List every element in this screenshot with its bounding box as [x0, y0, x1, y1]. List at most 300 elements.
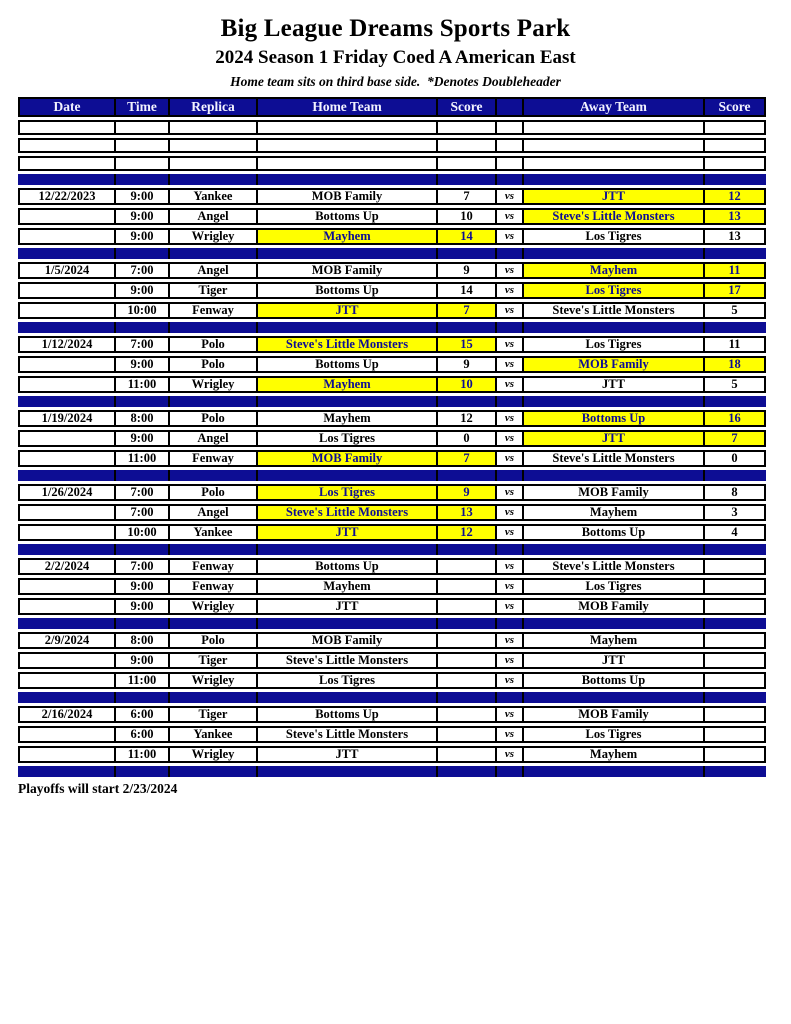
cell-away-score [703, 652, 766, 669]
cell-away-team [522, 470, 705, 481]
cell-vs [495, 692, 524, 703]
cell-home-score: 9 [436, 356, 497, 373]
cell-away-team: Los Tigres [522, 336, 705, 353]
cell-time: 7:00 [114, 484, 170, 501]
cell-date [18, 228, 116, 245]
game-row [18, 524, 791, 541]
cell-away-score [703, 120, 766, 135]
cell-time [114, 396, 170, 407]
cell-away-team [522, 174, 705, 185]
cell-away-team: Steve's Little Monsters [522, 558, 705, 575]
cell-away-score [703, 672, 766, 689]
cell-away-score [703, 544, 766, 555]
cell-away-team: Steve's Little Monsters [522, 208, 705, 225]
cell-date: 2/16/2024 [18, 706, 116, 723]
cell-away-score: 16 [703, 410, 766, 427]
cell-away-team [522, 396, 705, 407]
cell-away-score [703, 746, 766, 763]
sep-row [18, 618, 791, 629]
cell-home-team: Mayhem [256, 228, 438, 245]
header-cell-time: Time [114, 97, 170, 117]
empty-row [18, 138, 791, 153]
cell-away-team [522, 618, 705, 629]
cell-away-score [703, 692, 766, 703]
cell-home-team: Bottoms Up [256, 356, 438, 373]
cell-home-score [436, 322, 497, 333]
cell-replica [168, 396, 258, 407]
cell-away-team: Steve's Little Monsters [522, 450, 705, 467]
cell-date [18, 156, 116, 171]
cell-home-team: Mayhem [256, 410, 438, 427]
cell-away-score: 0 [703, 450, 766, 467]
cell-time: 7:00 [114, 558, 170, 575]
cell-home-team: JTT [256, 302, 438, 319]
cell-vs: vs [495, 598, 524, 615]
cell-date [18, 766, 116, 777]
cell-away-score: 8 [703, 484, 766, 501]
cell-replica [168, 470, 258, 481]
cell-away-team: Mayhem [522, 746, 705, 763]
cell-replica: Polo [168, 336, 258, 353]
cell-vs: vs [495, 672, 524, 689]
game-row [18, 484, 791, 501]
cell-away-team [522, 544, 705, 555]
cell-date [18, 138, 116, 153]
cell-date [18, 322, 116, 333]
cell-home-team: Mayhem [256, 578, 438, 595]
cell-time [114, 544, 170, 555]
cell-vs [495, 470, 524, 481]
game-row [18, 336, 791, 353]
cell-vs: vs [495, 484, 524, 501]
cell-away-team: MOB Family [522, 706, 705, 723]
cell-time: 9:00 [114, 578, 170, 595]
cell-date [18, 618, 116, 629]
cell-vs: vs [495, 302, 524, 319]
cell-away-score [703, 618, 766, 629]
cell-replica: Wrigley [168, 672, 258, 689]
cell-away-team: Mayhem [522, 504, 705, 521]
cell-away-score: 13 [703, 228, 766, 245]
cell-away-score [703, 558, 766, 575]
sep-row [18, 248, 791, 259]
cell-time [114, 138, 170, 153]
cell-home-score [436, 470, 497, 481]
cell-home-team [256, 692, 438, 703]
cell-home-team: JTT [256, 746, 438, 763]
sep-row [18, 766, 791, 777]
header-cell-away-team: Away Team [522, 97, 705, 117]
cell-home-team: Bottoms Up [256, 558, 438, 575]
cell-replica: Yankee [168, 188, 258, 205]
cell-vs: vs [495, 262, 524, 279]
cell-replica [168, 156, 258, 171]
cell-date [18, 376, 116, 393]
cell-replica: Tiger [168, 282, 258, 299]
cell-date [18, 248, 116, 259]
cell-home-score: 15 [436, 336, 497, 353]
cell-time: 11:00 [114, 450, 170, 467]
cell-replica: Fenway [168, 450, 258, 467]
header-cell-away-score: Score [703, 97, 766, 117]
cell-time: 9:00 [114, 356, 170, 373]
cell-date [18, 652, 116, 669]
cell-time: 11:00 [114, 672, 170, 689]
cell-replica: Angel [168, 504, 258, 521]
sep-row [18, 396, 791, 407]
cell-away-score: 5 [703, 302, 766, 319]
cell-home-score [436, 544, 497, 555]
cell-away-score: 11 [703, 262, 766, 279]
cell-time: 9:00 [114, 598, 170, 615]
cell-date: 1/19/2024 [18, 410, 116, 427]
header-cell-date: Date [18, 97, 116, 117]
game-row [18, 262, 791, 279]
empty-row [18, 120, 791, 135]
cell-home-score [436, 766, 497, 777]
cell-away-team: JTT [522, 652, 705, 669]
cell-time [114, 692, 170, 703]
cell-home-team [256, 618, 438, 629]
cell-replica: Angel [168, 430, 258, 447]
game-row [18, 282, 791, 299]
game-row [18, 598, 791, 615]
cell-vs: vs [495, 726, 524, 743]
cell-time: 10:00 [114, 302, 170, 319]
cell-away-team: Bottoms Up [522, 524, 705, 541]
game-row [18, 746, 791, 763]
cell-away-score [703, 248, 766, 259]
cell-away-score: 12 [703, 188, 766, 205]
cell-home-score [436, 578, 497, 595]
cell-date [18, 356, 116, 373]
cell-home-team [256, 138, 438, 153]
cell-date [18, 282, 116, 299]
cell-away-team: Steve's Little Monsters [522, 302, 705, 319]
cell-replica: Tiger [168, 706, 258, 723]
cell-time: 7:00 [114, 336, 170, 353]
cell-replica: Fenway [168, 578, 258, 595]
cell-vs: vs [495, 410, 524, 427]
cell-away-team: MOB Family [522, 356, 705, 373]
cell-replica [168, 138, 258, 153]
cell-home-score [436, 598, 497, 615]
cell-home-score [436, 672, 497, 689]
cell-home-score [436, 746, 497, 763]
cell-vs: vs [495, 578, 524, 595]
cell-home-score [436, 248, 497, 259]
cell-away-team: Los Tigres [522, 578, 705, 595]
cell-home-team [256, 174, 438, 185]
cell-home-score: 10 [436, 376, 497, 393]
cell-home-team [256, 766, 438, 777]
cell-away-score [703, 598, 766, 615]
cell-date [18, 524, 116, 541]
cell-time: 11:00 [114, 376, 170, 393]
cell-home-team: Los Tigres [256, 430, 438, 447]
cell-home-score [436, 558, 497, 575]
cell-away-team [522, 120, 705, 135]
cell-replica: Angel [168, 208, 258, 225]
cell-replica: Polo [168, 484, 258, 501]
page-header [0, 0, 791, 90]
game-row [18, 726, 791, 743]
cell-home-team: Steve's Little Monsters [256, 504, 438, 521]
cell-time: 6:00 [114, 726, 170, 743]
cell-date [18, 208, 116, 225]
cell-vs: vs [495, 632, 524, 649]
header-cell-vs [495, 97, 524, 117]
cell-home-score: 0 [436, 430, 497, 447]
cell-date: 2/9/2024 [18, 632, 116, 649]
sep-row [18, 544, 791, 555]
cell-away-score: 13 [703, 208, 766, 225]
cell-home-team [256, 120, 438, 135]
cell-date [18, 746, 116, 763]
cell-home-score: 9 [436, 484, 497, 501]
cell-vs: vs [495, 336, 524, 353]
sep-row [18, 322, 791, 333]
cell-date [18, 544, 116, 555]
cell-vs [495, 618, 524, 629]
cell-away-score: 7 [703, 430, 766, 447]
cell-home-score [436, 726, 497, 743]
cell-replica: Wrigley [168, 376, 258, 393]
header-cell-home-score: Score [436, 97, 497, 117]
cell-away-score [703, 578, 766, 595]
cell-away-team: JTT [522, 376, 705, 393]
cell-replica: Wrigley [168, 746, 258, 763]
cell-vs [495, 120, 524, 135]
cell-date [18, 672, 116, 689]
sep-row [18, 692, 791, 703]
cell-replica: Angel [168, 262, 258, 279]
cell-vs: vs [495, 504, 524, 521]
cell-home-score: 7 [436, 450, 497, 467]
schedule-table [18, 97, 791, 777]
cell-vs: vs [495, 208, 524, 225]
game-row [18, 578, 791, 595]
cell-replica: Wrigley [168, 228, 258, 245]
cell-home-score [436, 706, 497, 723]
cell-home-team: Bottoms Up [256, 282, 438, 299]
cell-home-team: Bottoms Up [256, 706, 438, 723]
cell-date: 1/12/2024 [18, 336, 116, 353]
cell-home-score: 7 [436, 302, 497, 319]
game-row [18, 504, 791, 521]
game-row [18, 430, 791, 447]
cell-date [18, 396, 116, 407]
cell-time: 7:00 [114, 262, 170, 279]
cell-date [18, 174, 116, 185]
cell-vs: vs [495, 376, 524, 393]
cell-home-score: 14 [436, 228, 497, 245]
cell-away-team: MOB Family [522, 484, 705, 501]
cell-time: 11:00 [114, 746, 170, 763]
cell-vs: vs [495, 450, 524, 467]
cell-time [114, 174, 170, 185]
cell-date [18, 302, 116, 319]
cell-replica: Polo [168, 356, 258, 373]
cell-home-score [436, 396, 497, 407]
cell-replica [168, 544, 258, 555]
cell-away-score: 3 [703, 504, 766, 521]
game-row [18, 706, 791, 723]
cell-vs: vs [495, 282, 524, 299]
cell-away-team: Bottoms Up [522, 410, 705, 427]
game-row [18, 228, 791, 245]
game-row [18, 376, 791, 393]
header-row [18, 97, 791, 117]
cell-home-team [256, 322, 438, 333]
cell-vs: vs [495, 746, 524, 763]
cell-home-team: JTT [256, 598, 438, 615]
cell-home-score: 14 [436, 282, 497, 299]
cell-away-team: JTT [522, 430, 705, 447]
cell-home-score [436, 174, 497, 185]
cell-time: 8:00 [114, 632, 170, 649]
cell-home-score [436, 138, 497, 153]
cell-away-score [703, 396, 766, 407]
cell-date [18, 430, 116, 447]
cell-vs [495, 156, 524, 171]
playoffs-note: Playoffs will start 2/23/2024 [18, 780, 178, 796]
cell-away-team: JTT [522, 188, 705, 205]
page-subtitle: 2024 Season 1 Friday Coed A American East [215, 46, 576, 68]
cell-home-team: Bottoms Up [256, 208, 438, 225]
game-row [18, 188, 791, 205]
cell-date [18, 504, 116, 521]
cell-replica [168, 618, 258, 629]
cell-home-score [436, 692, 497, 703]
cell-vs: vs [495, 430, 524, 447]
cell-home-team [256, 544, 438, 555]
cell-away-team [522, 766, 705, 777]
cell-vs: vs [495, 356, 524, 373]
cell-replica: Fenway [168, 302, 258, 319]
cell-home-score: 12 [436, 524, 497, 541]
cell-date: 12/22/2023 [18, 188, 116, 205]
cell-away-score [703, 156, 766, 171]
cell-replica [168, 766, 258, 777]
cell-away-score [703, 766, 766, 777]
cell-time: 9:00 [114, 652, 170, 669]
game-row [18, 652, 791, 669]
cell-home-team: MOB Family [256, 188, 438, 205]
cell-away-team: MOB Family [522, 598, 705, 615]
cell-vs: vs [495, 558, 524, 575]
cell-away-team: Los Tigres [522, 726, 705, 743]
game-row [18, 450, 791, 467]
game-row [18, 302, 791, 319]
cell-home-score [436, 156, 497, 171]
cell-time: 9:00 [114, 228, 170, 245]
cell-away-score: 11 [703, 336, 766, 353]
cell-away-score [703, 706, 766, 723]
cell-vs [495, 396, 524, 407]
cell-vs [495, 138, 524, 153]
cell-replica: Wrigley [168, 598, 258, 615]
cell-home-team [256, 156, 438, 171]
cell-away-score: 18 [703, 356, 766, 373]
cell-date: 1/5/2024 [18, 262, 116, 279]
cell-away-score: 5 [703, 376, 766, 393]
cell-home-team: Steve's Little Monsters [256, 336, 438, 353]
cell-away-score [703, 174, 766, 185]
cell-away-score [703, 470, 766, 481]
cell-replica [168, 174, 258, 185]
cell-date [18, 450, 116, 467]
page-title: Big League Dreams Sports Park [220, 15, 571, 42]
cell-home-team: Los Tigres [256, 484, 438, 501]
cell-replica [168, 692, 258, 703]
cell-home-score: 7 [436, 188, 497, 205]
header-cell-replica: Replica [168, 97, 258, 117]
cell-date [18, 692, 116, 703]
cell-vs [495, 544, 524, 555]
cell-away-score: 17 [703, 282, 766, 299]
cell-home-score: 9 [436, 262, 497, 279]
cell-away-team [522, 692, 705, 703]
cell-home-score: 12 [436, 410, 497, 427]
cell-replica [168, 322, 258, 333]
cell-date [18, 578, 116, 595]
cell-away-score [703, 726, 766, 743]
cell-replica [168, 248, 258, 259]
cell-time [114, 470, 170, 481]
cell-replica [168, 120, 258, 135]
cell-vs [495, 174, 524, 185]
cell-vs [495, 766, 524, 777]
game-row [18, 558, 791, 575]
cell-time [114, 618, 170, 629]
empty-row [18, 156, 791, 171]
cell-home-team [256, 470, 438, 481]
cell-time: 8:00 [114, 410, 170, 427]
cell-time [114, 120, 170, 135]
cell-vs: vs [495, 652, 524, 669]
cell-date: 2/2/2024 [18, 558, 116, 575]
cell-replica: Fenway [168, 558, 258, 575]
cell-away-score [703, 632, 766, 649]
game-row [18, 632, 791, 649]
cell-home-team: Los Tigres [256, 672, 438, 689]
cell-away-team [522, 138, 705, 153]
cell-home-score [436, 632, 497, 649]
cell-date [18, 598, 116, 615]
cell-vs: vs [495, 706, 524, 723]
cell-time: 6:00 [114, 706, 170, 723]
cell-away-team: Los Tigres [522, 228, 705, 245]
cell-away-team [522, 322, 705, 333]
cell-time [114, 766, 170, 777]
cell-home-score: 10 [436, 208, 497, 225]
sep-row [18, 174, 791, 185]
cell-home-team: MOB Family [256, 450, 438, 467]
game-row [18, 672, 791, 689]
cell-away-score [703, 138, 766, 153]
cell-time: 9:00 [114, 282, 170, 299]
cell-home-team: Mayhem [256, 376, 438, 393]
cell-date [18, 470, 116, 481]
cell-replica: Polo [168, 632, 258, 649]
cell-replica: Yankee [168, 726, 258, 743]
cell-home-team: JTT [256, 524, 438, 541]
cell-away-team [522, 248, 705, 259]
cell-vs: vs [495, 188, 524, 205]
cell-home-team: Steve's Little Monsters [256, 652, 438, 669]
cell-home-score [436, 618, 497, 629]
